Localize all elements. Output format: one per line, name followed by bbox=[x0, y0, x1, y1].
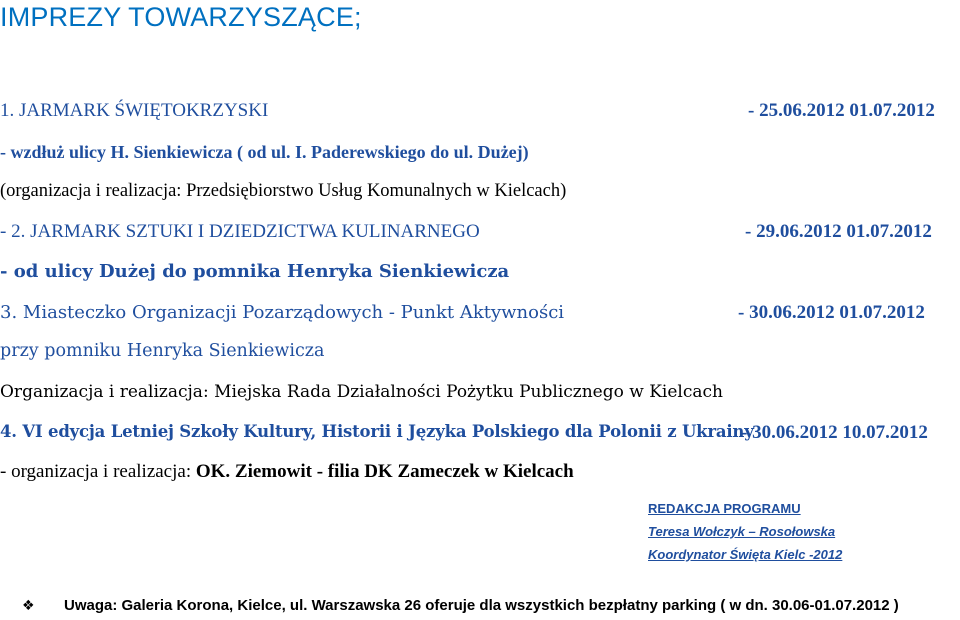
event-1-dates: - 25.06.2012 01.07.2012 bbox=[748, 100, 935, 121]
parking-note bbox=[22, 597, 899, 614]
page-title: IMPREZY TOWARZYSZĄCE; bbox=[0, 2, 362, 32]
credits-heading: REDAKCJA PROGRAMU bbox=[648, 501, 801, 516]
event-4-heading: 4. VI edycja Letniej Szkoły Kultury, Historii i Języka Polskiego dla Polonii z Ukrainy bbox=[0, 422, 754, 441]
credits-coordinator: Koordynator Święta Kielc -2012 bbox=[648, 547, 843, 562]
event-4-organizer bbox=[0, 461, 574, 483]
event-2-dates: - 29.06.2012 01.07.2012 bbox=[745, 221, 932, 242]
event-1-location: - wzdłuż ulicy H. Sienkiewicza ( od ul. I. Paderewskiego do ul. Dużej) bbox=[0, 142, 529, 162]
event-3-location: przy pomniku Henryka Sienkiewicza bbox=[0, 341, 325, 361]
event-3-organizer: Organizacja i realizacja: Miejska Rada Działalności Pożytku Publicznego w Kielcach bbox=[0, 382, 723, 402]
event-3-heading: 3. Miasteczko Organizacji Pozarządowych - Punkt Aktywności bbox=[0, 302, 565, 323]
event-1-organizer-text: (organizacja i realizacja: Przedsiębiorstwo Usług Komunalnych w Kielcach) bbox=[0, 181, 567, 201]
event-2-heading: - 2. JARMARK SZTUKI I DZIEDZICTWA KULINARNEGO bbox=[0, 221, 480, 242]
event-4-organizer-prefix: - organizacja i realizacja: bbox=[0, 461, 196, 482]
parking-note-text: Uwaga: Galeria Korona, Kielce, ul. Warszawska 26 oferuje dla wszystkich bezpłatny parking ( w dn. 30.06-01.07.2012 ) bbox=[64, 597, 899, 614]
event-2-location: - od ulicy Dużej do pomnika Henryka Sienkiewicza bbox=[0, 261, 510, 282]
event-1-organizer bbox=[0, 181, 566, 202]
event-3-dates: - 30.06.2012 01.07.2012 bbox=[738, 302, 925, 323]
credits-editor: Teresa Wołczyk – Rosołowska bbox=[648, 524, 836, 539]
event-4-organizer-name: OK. Ziemowit - filia DK Zameczek w Kielcach bbox=[195, 461, 574, 482]
event-1-heading: 1. JARMARK ŚWIĘTOKRZYSKI bbox=[0, 100, 269, 121]
diamond-bullet-icon: ❖ bbox=[22, 597, 35, 613]
event-4-dates: - 30.06.2012 10.07.2012 bbox=[741, 422, 928, 443]
